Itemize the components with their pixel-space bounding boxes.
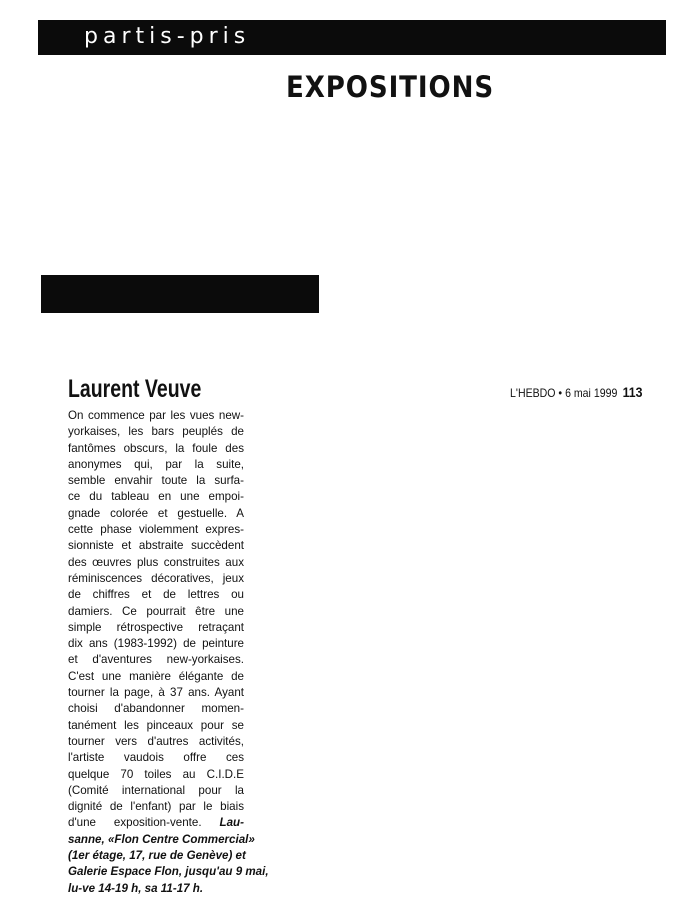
body-line: yorkaises, les bars peuplés de (68, 425, 244, 439)
info-line: sanne, «Flon Centre Commercial» (68, 832, 255, 846)
body-line: semble envahir toute la surfa- (68, 474, 244, 488)
body-line: fantômes obscurs, la foule des (68, 441, 244, 455)
info-line: Galerie Espace Flon, jusqu'au 9 mai, (68, 865, 269, 879)
info-line: lu-ve 14-19 h, sa 11-17 h. (68, 881, 204, 895)
body-line: simple rétrospective retraçant (68, 620, 244, 634)
body-line: l'artiste vaudois offre ces (68, 751, 244, 765)
article-headline: Laurent Veuve (68, 375, 202, 403)
article-body (68, 408, 269, 897)
body-line: gnade colorée et gestuelle. A (68, 506, 244, 520)
body-line: des œuvres plus construites aux (68, 555, 244, 569)
body-line: On commence par les vues new- (68, 409, 244, 422)
body-line-with-info (68, 815, 244, 831)
body-line: cette phase violemment expres- (68, 523, 244, 537)
info-line: (1er étage, 17, rue de Genève) et (68, 849, 246, 863)
rubric-label: partis-pris (84, 24, 251, 49)
body-line: (Comité international pour la (68, 783, 244, 797)
body-line: C'est une manière élégante de (68, 669, 244, 683)
publication-date: L'HEBDO • 6 mai 1999 (509, 386, 617, 400)
body-line: d'une exposition-vente. (68, 816, 202, 830)
page-number: 113 (622, 384, 642, 400)
body-line: damiers. Ce pourrait être une (68, 604, 244, 618)
body-line: dignité de l'enfant) par le biais (68, 800, 244, 814)
folio (510, 384, 642, 400)
body-line: quelque 70 toiles au C.I.D.E (68, 767, 244, 781)
body-line: réminiscences décoratives, jeux (68, 571, 244, 585)
body-line: de chiffres et de lettres ou (68, 588, 244, 602)
body-line: sionniste et abstraite succèdent (68, 539, 244, 553)
body-line: choisi d'abandonner momen- (68, 702, 244, 716)
body-line: tourner la page, à 37 ans. Ayant (68, 686, 244, 700)
body-line: tourner vers d'autres activités, (68, 734, 244, 748)
body-line: anonymes qui, par la suite, (68, 457, 244, 471)
body-line: et d'aventures new-yorkaises. (68, 653, 244, 667)
image-placeholder-bar (41, 275, 319, 313)
body-line: ce du tableau en une empoi- (68, 490, 244, 504)
body-line: tanément les pinceaux pour se (68, 718, 244, 732)
body-line: dix ans (1983-1992) de peinture (68, 637, 244, 651)
section-title: EXPOSITIONS (286, 70, 495, 104)
info-line: Lau- (219, 816, 244, 830)
